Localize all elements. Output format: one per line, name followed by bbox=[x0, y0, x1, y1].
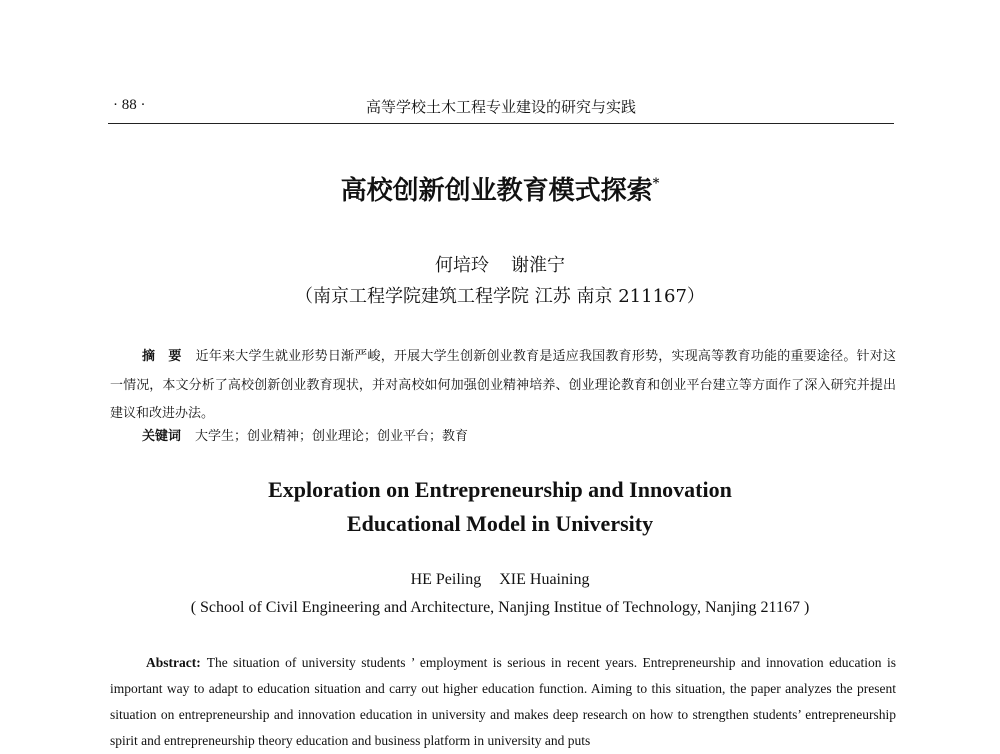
paper-title-en bbox=[0, 473, 1000, 541]
running-title bbox=[0, 96, 1000, 117]
authors-en bbox=[0, 571, 1000, 589]
affiliation-en: ( School of Civil Engineering and Architecture, Nanjing Institue of Technology, Nanjing 21167 ) bbox=[190, 599, 810, 616]
authors-cn bbox=[0, 251, 1000, 277]
abstract-cn-text: 近年来大学生就业形势日渐严峻，开展大学生创新创业教育是适应我国教育形势，实现高等教育功能的重要途径。针对这一情况，本文分析了高校创新创业教育现状，并对高校如何加强创业精神培养、创业理论教育和创业平台建立等方面作了深入研究并提出建议和改进办法。 bbox=[110, 349, 896, 421]
abstract-label-en: Abstract: bbox=[146, 655, 201, 670]
title-en-line1: Exploration on Entrepreneurship and Innovation bbox=[268, 477, 732, 502]
header-rule bbox=[108, 123, 894, 124]
abstract-label-cn: 摘 要 bbox=[142, 349, 182, 364]
author-en-1: HE Peiling bbox=[410, 571, 482, 588]
title-en-line2: Educational Model in University bbox=[346, 511, 654, 536]
author-cn-2: 谢淮宁 bbox=[511, 255, 565, 276]
title-cn-text: 高校创新创业教育模式探索 bbox=[340, 176, 653, 206]
author-cn-1: 何培玲 bbox=[435, 255, 489, 276]
abstract-en bbox=[110, 650, 896, 754]
paper-title-cn bbox=[0, 170, 1000, 207]
keywords-label-cn: 关键词 bbox=[142, 429, 182, 444]
affiliation-cn: （南京工程学院建筑工程学院 江苏 南京 211167） bbox=[295, 286, 705, 307]
abstract-cn bbox=[110, 343, 896, 429]
page-number: · 88 · bbox=[113, 97, 146, 113]
title-footnote-mark: * bbox=[652, 176, 660, 191]
running-title-text: 高等学校土木工程专业建设的研究与实践 bbox=[365, 98, 636, 116]
keywords-cn-text: 大学生；创业精神；创业理论；创业平台；教育 bbox=[195, 429, 469, 444]
keywords-cn bbox=[142, 425, 468, 444]
author-en-2: XIE Huaining bbox=[499, 571, 590, 588]
abstract-en-text: The situation of university students ’ employment is serious in recent years. Entrepreneurship and innovation education is important way to adapt to education situation and carry out higher education function. Aiming to this situation, the paper analyzes the present situation on entrepreneurship and innovation education in university and makes deep research on how to strengthen students’ entrepreneurship spirit and entrepreneurship theory education and business platform in university and puts bbox=[110, 655, 896, 748]
